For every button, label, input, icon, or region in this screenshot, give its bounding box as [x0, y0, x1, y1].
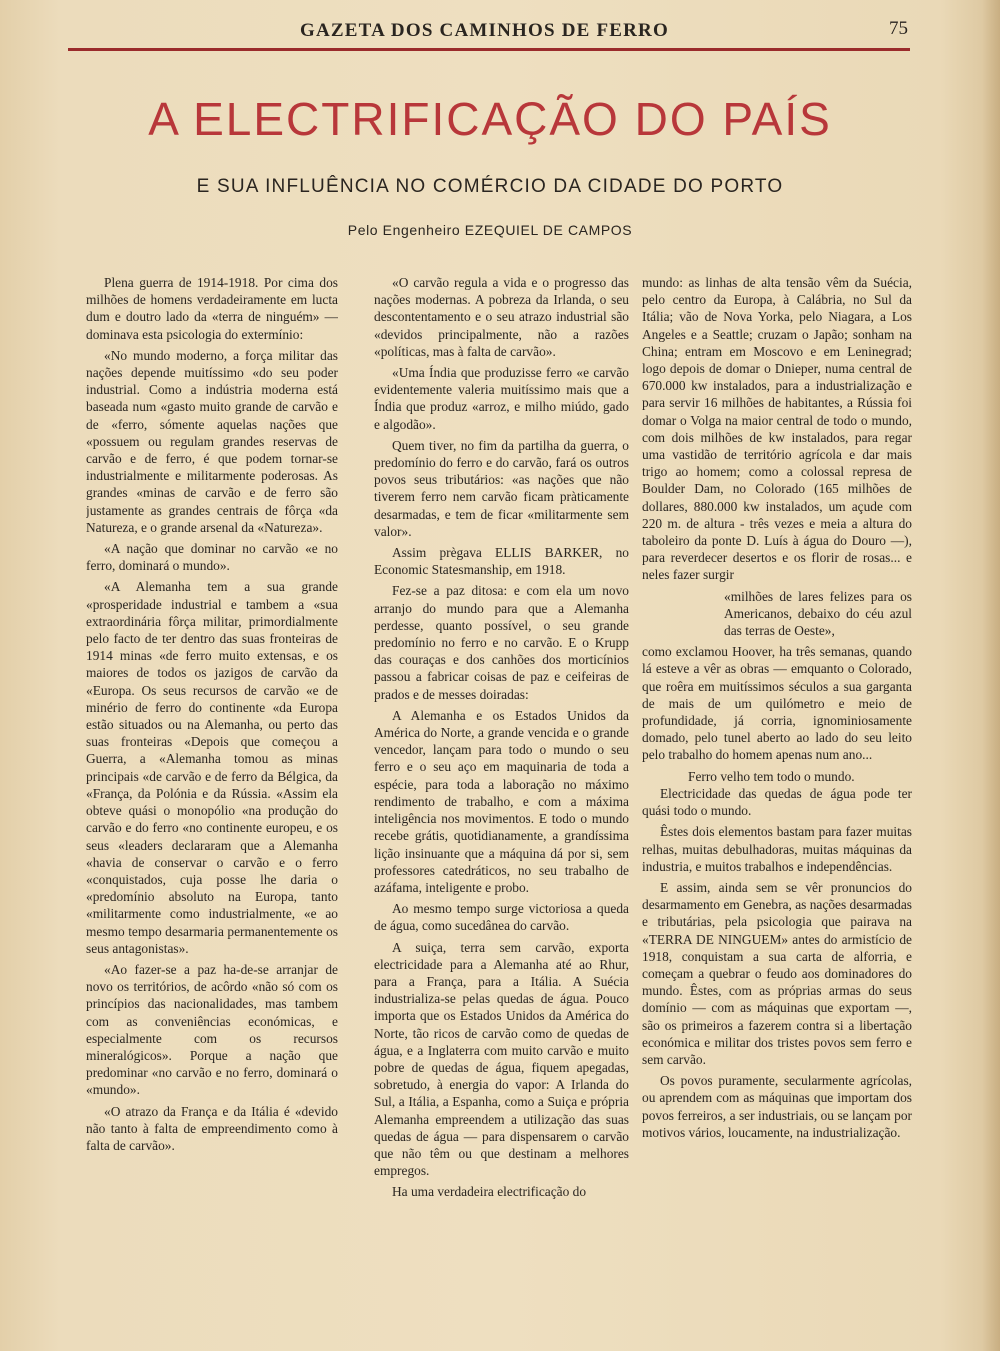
article-title: A ELECTRIFICAÇÃO DO PAÍS [148, 93, 832, 145]
author-name: EZEQUIEL DE CAMPOS [464, 222, 633, 238]
paragraph: «Ao fazer-se a paz ha-de-se arranjar de novo os territórios, de acôrdo «não só com os princípios das nacionalidades, mas tambem com as conveniências económicas, e especialmente com os recursos mineralógicos». Porque a nação que predominar «no carvão e no ferro, dominará o «mundo». [86, 961, 338, 1098]
page-header [68, 18, 910, 51]
paragraph: como exclamou Hoover, ha três semanas, quando lá esteve a vêr as obras — emquanto o Colorado, que roêra em muitíssimos séculos a sua garganta de mais de um quilómetro e meio de profundidade, já corria, ignominiosamente domado, pelo tunel aberto ao lado do seu leito pelo trabalho do homem apenas num ano... [642, 644, 912, 763]
paragraph: Plena guerra de 1914-1918. Por cima dos milhões de homens verdadeiramente em lucta dum e doutro lado da «terra de ninguém» — dominava esta psicologia do extermínio: [86, 275, 338, 342]
paragraph: E assim, ainda sem se vêr pronuncios do desarmamento em Genebra, as nações desarmadas e tributárias, pela psicologia que pairava na «TERRA DE NINGUEM» antes do armistício de 1918, conquistam a sua carta de alforria, e começam a quebrar o feudo aos dominadores do mundo. Êstes, com as próprias armas do seus domínio — com as máquinas que exportam —, são os primeiros a fazerem contra si a libertação económica e militar dos tristes povos sem ferro e sem carvão. [642, 879, 912, 1067]
paragraph: A Alemanha e os Estados Unidos da América do Norte, a grande vencida e o grande vencedor, lançam para todo o mundo o seu ferro e o seu aço em maquinaria de toda a espécie, para toda a laboração no máximo rendimento de trabalho, e com a máxima inteligência nos movimentos. E todo o mundo recebe grátis, quotidianamente, a grandíssima lição insinuante que a máquina dá por si, sem professores catedráticos, no seu trabalho de azáfama, inteligente e probo. [374, 707, 629, 895]
paragraph: mundo: as linhas de alta tensão vêm da Suécia, pelo centro da Europa, à Calábria, no Sul da Itália; vão de Nova Yorka, pelo Niagara, a Los Angeles e a Seattle; cruzam o Japão; sonham na China; entram em Moscovo e em Leninegrad; logo depois de domar o Dnieper, numa central de 670.000 kw instalados, para a industrialização e para servir 16 milhões de habitantes, a Rússia foi domar o Volga na maior central de todo o mundo, com dois milhões de kw instalados, para regar uma vastidão de território agrícola e dar mais trigo ao homem; como a colossal represa de Boulder Dam, no Colorado (165 milhões de dollares, 880.000 kw instalados, um açude com 220 m. de altura - três vezes e meia a altura do taboleiro da ponte D. Luís à água do Douro —), para reverdecer desertos e os florir de rosas... e neles fazer surgir [642, 275, 912, 583]
text-column-3 [642, 274, 912, 1294]
paragraph: Electricidade das quedas de água pode ter quási todo o mundo. [642, 785, 912, 819]
paragraph: «No mundo moderno, a força militar das nações depende muitíssimo «do seu poder industrial. Como a indústria moderna está baseada num «gasto muito grande de carvão e de «ferro, sómente aquelas nações que «possuem ou regulam grandes reservas de carvão e de ferro, é que podem tornar-se industrialmente e militarmente poderosas. As grandes «minas de carvão e de ferro são justamente as grandes centrais de fôrça «da Natureza, e o grande arsenal da «Natureza». [86, 347, 338, 535]
paragraph: «O atrazo da França e da Itália é «devido não tanto à falta de empreendimento como à falta de carvão». [86, 1103, 338, 1153]
paragraph: Quem tiver, no fim da partilha da guerra, o predomínio do ferro e do carvão, fará os outros povos seus tributários: «as nações que não tiverem ferro nem carvão ficam pràticamente desarmadas, e tem de ficar «militarmente sem valor». [374, 437, 629, 539]
article-subtitle: E SUA INFLUÊNCIA NO COMÉRCIO DA CIDADE DO PORTO [196, 176, 784, 197]
paragraph: Ao mesmo tempo surge victoriosa a queda de água, como sucedânea do carvão. [374, 901, 629, 934]
paragraph: A suiça, terra sem carvão, exporta electricidade para a Alemanha até ao Rhur, para a França, para a Itália. A Suécia industrializa-se pelas quedas de água. Pouco importa que os Estados Unidos da América do Norte, tão ricos de carvão como de quedas de água, e a Inglaterra com muito carvão e muito pobre de quedas de água, fiquem apegadas, sobretudo, à energia do vapor: A Irlanda do Sul, a Itália, a Espanha, como a Suiça e própria Alemanha empreendem a utilização das suas quedas de água — para dispensarem o carvão que não têm ou que destinam a melhores empregos. [374, 939, 629, 1179]
paragraph: Os povos puramente, secularmente agrícolas, ou aprendem com as máquinas que importam dos povos ferreiros, a ser industriais, ou se lançam por motivos vários, loucamente, na industrialização. [642, 1073, 912, 1140]
page-number: 75 [889, 18, 908, 39]
paragraph: Fez-se a paz ditosa: e com ela um novo arranjo do mundo para que a Alemanha perdesse, quanto possível, o seu grande predomínio no ferro e no carvão. E o Krupp das couraças e dos canhões dos morticínios passou a fabricar coisas de paz e ceifeiras de prados e de messes doiradas: [374, 583, 629, 702]
byline [70, 222, 910, 238]
paragraph: Assim prègava ELLIS BARKER, no Economic Statesmanship, em 1918. [374, 545, 629, 578]
paragraph: «A Alemanha tem a sua grande «prosperidade industrial e tambem a «sua extraordinária fôrça militar, primordialmente pelo facto de ter dentro das suas fronteiras de 1914 minas «de ferro muito extensas, e os maiores de todos os jazigos de carvão da «Europa. Os seus recursos de carvão «e de minério de ferro do continente «da Europa estão situados ou na Alemanha, ou perto das suas fronteiras «Depois que começou a Guerra, a «Alemanha tomou as minas principais «de carvão e de ferro da Bélgica, da «França, da Polónia e da Rússia. «Assim ela obteve quási o monopólio «na produção do carvão e do ferro «no continente europeu, e os seus «leaders declararam que a Alemanha «havia de conservar o carvão e o ferro «conquistados, cuja posse lhe daria o «predomínio absoluto na Europa, tanto «militarmente como industrialmente, «e ao mesmo tempo desarmaria permanentemente os seus antagonistas». [86, 579, 338, 956]
text-column-2 [374, 274, 629, 1294]
quotation: «milhões de lares felizes para os Americanos, debaixo do céu azul das terras de Oeste», [724, 588, 912, 639]
paragraph: Êstes dois elementos bastam para fazer muitas relhas, muitas debulhadoras, muitas máquinas da industria, e muitos trabalhos e independências. [642, 824, 912, 874]
byline-prefix: Pelo Engenheiro [347, 222, 461, 238]
paragraph: «Uma Índia que produzisse ferro «e carvão evidentemente valeria muitíssimo mais que a Índia que produz «arroz, e milho miúdo, gado e algodão». [374, 365, 629, 432]
paragraph: Ha uma verdadeira electrificação do [392, 1184, 587, 1200]
paragraph: «O carvão regula a vida e o progresso das nações modernas. A pobreza da Irlanda, o seu descontentamento e o seu atrazo industrial são «devidos principalmente, não a razões «políticas, mas à falta de carvão». [374, 275, 629, 359]
page-edge-shadow [982, 0, 1000, 1351]
journal-title: GAZETA DOS CAMINHOS DE FERRO [300, 20, 669, 41]
paragraph: «A nação que dominar no carvão «e no ferro, dominará o mundo». [86, 541, 338, 574]
paragraph: Ferro velho tem todo o mundo. [688, 768, 855, 784]
text-column-1 [86, 274, 338, 1294]
